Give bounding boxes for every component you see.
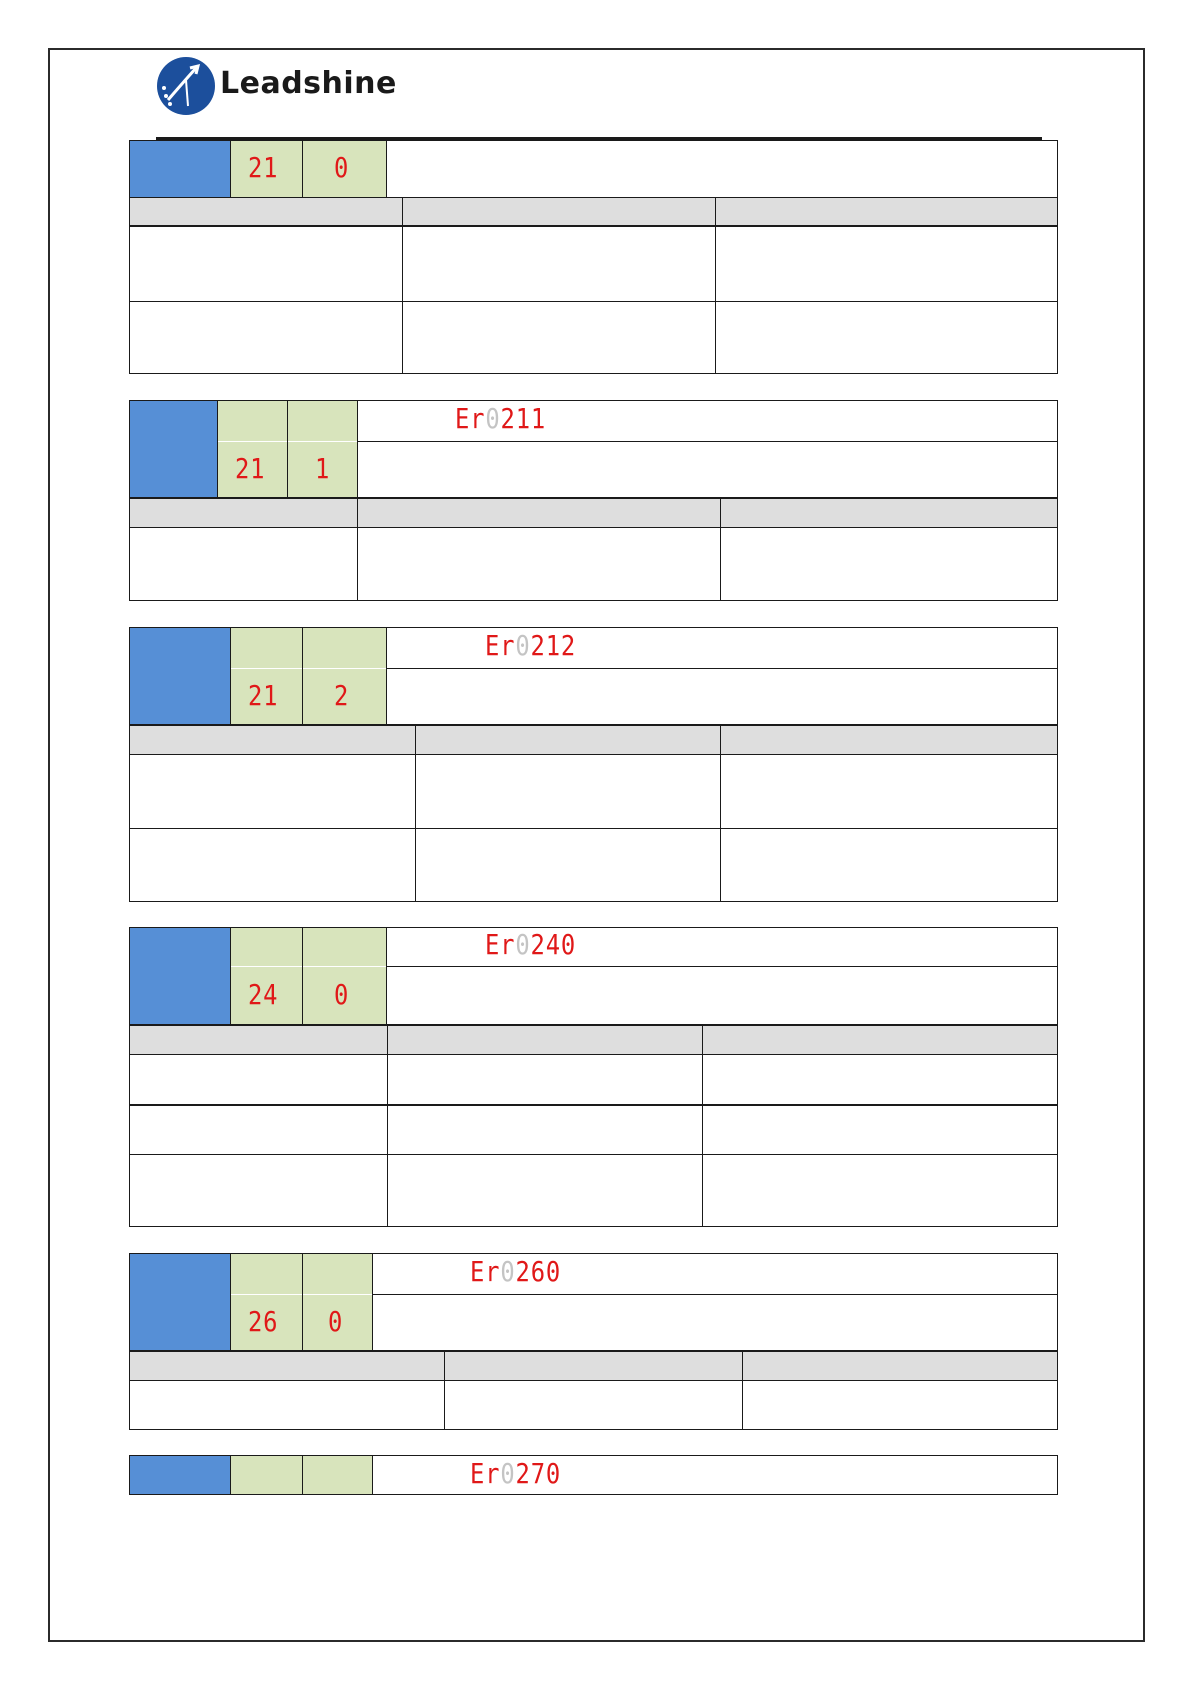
code-sub-display: 0	[334, 978, 350, 1011]
code-main-display: 21	[248, 151, 279, 184]
panel-display: Er0211	[455, 402, 547, 435]
code-sub-cell	[302, 141, 386, 197]
code-label-cell	[230, 628, 302, 668]
code-main-display: 24	[248, 978, 279, 1011]
code-label-cell	[230, 1456, 302, 1494]
code-label-cell	[302, 928, 386, 966]
error-table-3	[129, 627, 1058, 902]
category-cell	[130, 401, 217, 497]
category-cell	[130, 628, 230, 724]
code-label-cell	[230, 1254, 302, 1294]
column-header-row	[130, 1025, 1057, 1054]
code-sub-cell	[302, 967, 386, 1024]
column-header-row	[130, 198, 1057, 225]
column-header-row	[130, 1351, 1057, 1380]
code-main-cell	[217, 442, 287, 497]
code-main-display: 21	[248, 679, 279, 712]
code-main-display: 21	[235, 452, 266, 485]
error-table-5	[129, 1253, 1058, 1430]
code-label-cell	[302, 1254, 372, 1294]
brand-name: Leadshine	[220, 66, 397, 101]
error-table-4	[129, 927, 1058, 1227]
panel-display: Er0212	[485, 629, 577, 662]
column-header-row	[130, 725, 1057, 754]
code-main-cell	[230, 669, 302, 724]
code-label-cell	[217, 401, 287, 441]
error-table-6	[129, 1455, 1058, 1495]
code-label-cell	[302, 628, 386, 668]
code-main-cell	[230, 967, 302, 1024]
code-sub-display: 1	[315, 452, 331, 485]
category-cell	[130, 141, 230, 197]
category-cell	[130, 1456, 230, 1494]
column-header-row	[130, 498, 1057, 527]
error-table-1	[129, 140, 1058, 374]
code-sub-display: 2	[334, 679, 350, 712]
code-sub-cell	[302, 669, 386, 724]
code-sub-display: 0	[328, 1305, 344, 1338]
code-main-display: 26	[248, 1305, 279, 1338]
panel-display: Er0260	[470, 1255, 562, 1288]
panel-display: Er0270	[470, 1457, 562, 1490]
code-sub-cell	[302, 1295, 372, 1350]
code-main-cell	[230, 1295, 302, 1350]
code-label-cell	[230, 928, 302, 966]
leadshine-logo-icon	[156, 56, 216, 116]
leadshine-logo	[156, 56, 396, 120]
category-cell	[130, 1254, 230, 1350]
code-sub-cell	[287, 442, 357, 497]
code-main-cell	[230, 141, 302, 197]
category-cell	[130, 928, 230, 1024]
code-sub-display: 0	[334, 151, 350, 184]
code-label-cell	[302, 1456, 372, 1494]
panel-display: Er0240	[485, 928, 577, 961]
code-label-cell	[287, 401, 357, 441]
error-table-2	[129, 400, 1058, 601]
